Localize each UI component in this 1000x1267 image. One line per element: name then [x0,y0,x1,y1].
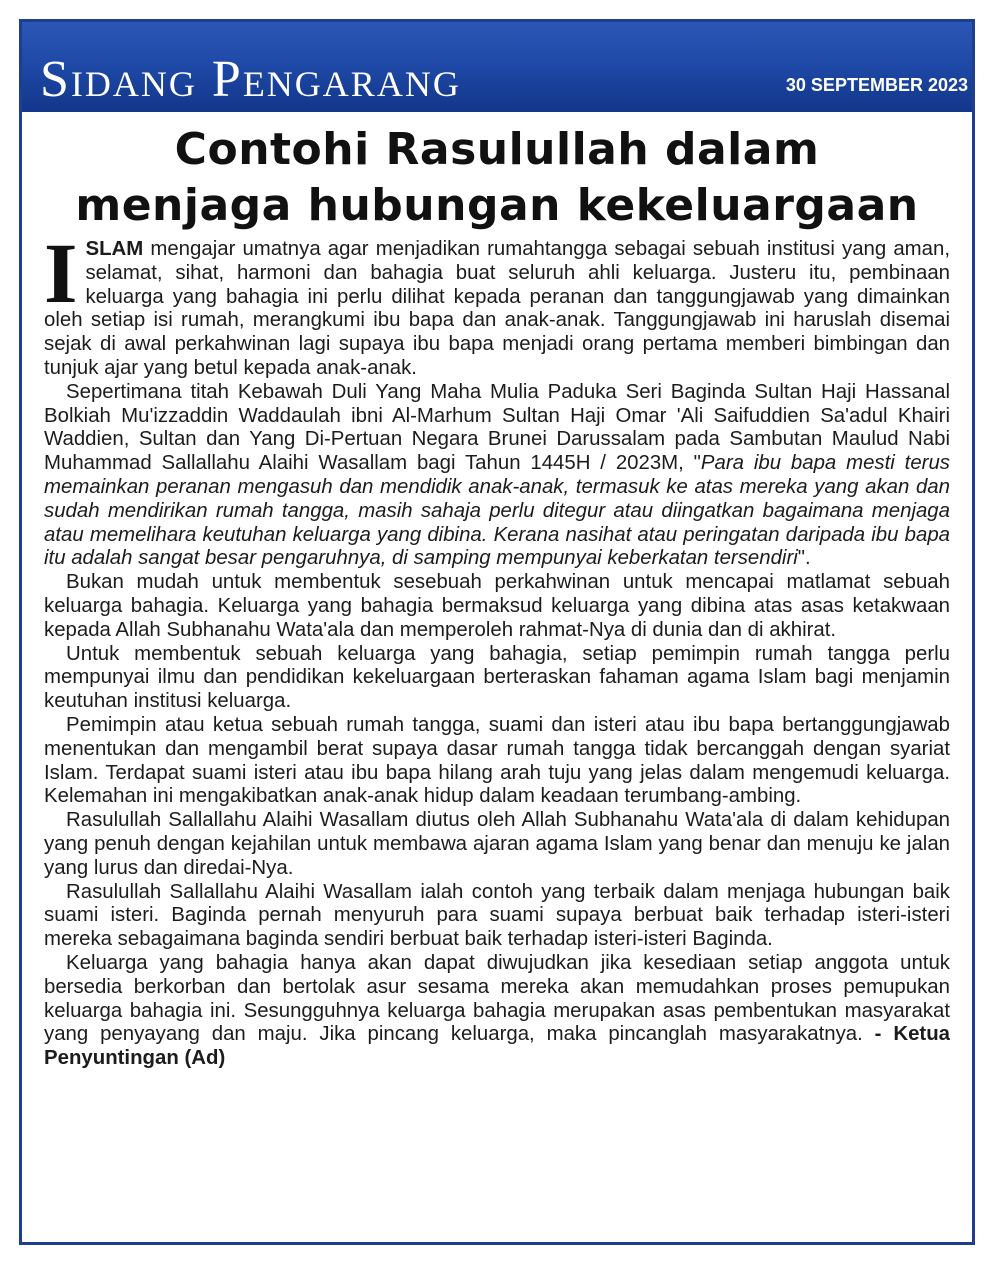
paragraph-8 [44,952,950,1071]
article-headline [22,122,972,234]
paragraph-7: Rasulullah Sallallahu Alaihi Wasallam ialah contoh yang terbaik dalam menjaga hubungan baik suami isteri. Baginda pernah menyuruh para suami supaya berbuat baik terhadap isteri-isteri mereka sebagaimana baginda sendiri berbuat baik terhadap isteri-isteri Baginda. [44,880,950,951]
drop-cap: I [44,225,78,321]
editorial-frame [19,19,975,1245]
publication-date: 30 SEPTEMBER 2023 [785,75,968,95]
section-title: Sidang Pengarang [40,51,461,108]
paragraph-1-text: mengajar umatnya agar menjadikan rumahtangga sebagai sebuah institusi yang aman, selamat, sihat, harmoni dan bahagia buat seluruh ahli keluarga. Justeru itu, pembinaan keluarga yang bahagia ini perlu dilihat kepada peranan dan tanggungjawab yang dimainkan oleh setiap isi rumah, merangkumi ibu bapa dan anak-anak. Tanggungjawab ini haruslah disemai sejak di awal perkahwinan lagi supaya ibu bapa menjadi orang pertama memberi bimbingan dan tunjuk ajar yang betul kepada anak-anak. [44,238,950,379]
headline-line-1: Contohi Rasulullah dalam [174,124,820,175]
quote-end: ". [797,547,811,570]
author-signature: - Ketua Penyuntingan (Ad) [44,1023,950,1070]
section-banner [22,22,972,112]
article-body [44,225,950,1071]
paragraph-4: Untuk membentuk sebuah keluarga yang bahagia, setiap pemimpin rumah tangga perlu mempunyai ilmu dan pendidikan kekeluargaan berteraskan fahaman agama Islam bagi menjamin keutuhan institusi keluarga. [44,642,950,713]
paragraph-2-text: Sepertimana titah Kebawah Duli Yang Maha Mulia Paduka Seri Baginda Sultan Haji Hassanal Bolkiah Mu'izzaddin Waddaulah ibni Al-Marhum Sultan Haji Omar 'Ali Saifuddien Sa'adul Khairi Waddien, Sultan dan Yang Di-Pertuan Negara Brunei Darussalam pada Sambutan Maulud Nabi Muhammad Sallallahu Alaihi Wasallam bagi Tahun 1445H / 2023M, " [44,380,950,475]
royal-quote: Para ibu bapa mesti terus memainkan peranan mengasuh dan mendidik anak-anak, termasuk ke atas mereka yang akan dan sudah mendirikan rumah tangga, masih sahaja perlu ditegur atau diingatkan bagaimana menjaga atau memelihara keutuhan keluarga yang dibina. Kerana nasihat atau peringatan daripada ibu bapa itu adalah sangat besar pengaruhnya, di samping mempunyai keberkatan tersendiri [44,452,950,570]
headline-line-2: menjaga hubungan kekeluargaan [75,180,919,231]
paragraph-2 [44,381,950,571]
paragraph-8-text: Keluarga yang bahagia hanya akan dapat diwujudkan jika kesediaan setiap anggota untuk bersedia berkorban dan bertolak asur sesama mereka akan memudahkan proses pemupukan keluarga bahagia ini. Sesungguhnya keluarga bahagia merupakan asas pembentukan masyarakat yang penyayang dan maju. Jika pincang keluarga, maka pincanglah masyarakatnya. [44,951,950,1046]
paragraph-6: Rasulullah Sallallahu Alaihi Wasallam diutus oleh Allah Subhanahu Wata'ala di dalam kehidupan yang penuh dengan kejahilan untuk membawa ajaran agama Islam yang benar dan menuju ke jalan yang lurus dan diredai-Nya. [44,809,950,879]
paragraph-5: Pemimpin atau ketua sebuah rumah tangga, suami dan isteri atau ibu bapa bertanggungjawab menentukan dan mengambil berat supaya dasar rumah tangga tidak bercanggah dengan syariat Islam. Terdapat suami isteri atau ibu bapa hilang arah tuju yang jelas dalam mengemudi keluarga. Kelemahan ini mengakibatkan anak-anak hidup dalam keadaan terumbang-ambing. [44,713,950,808]
paragraph-1 [44,225,950,381]
paragraph-3: Bukan mudah untuk membentuk sesebuah perkahwinan untuk mencapai matlamat sebuah keluarga bahagia. Keluarga yang bahagia bermaksud keluarga yang dibina atas asas ketakwaan kepada Allah Subhanahu Wata'ala dan memperoleh rahmat-Nya di dunia dan di akhirat. [44,571,950,641]
lead-word: SLAM [85,238,144,260]
